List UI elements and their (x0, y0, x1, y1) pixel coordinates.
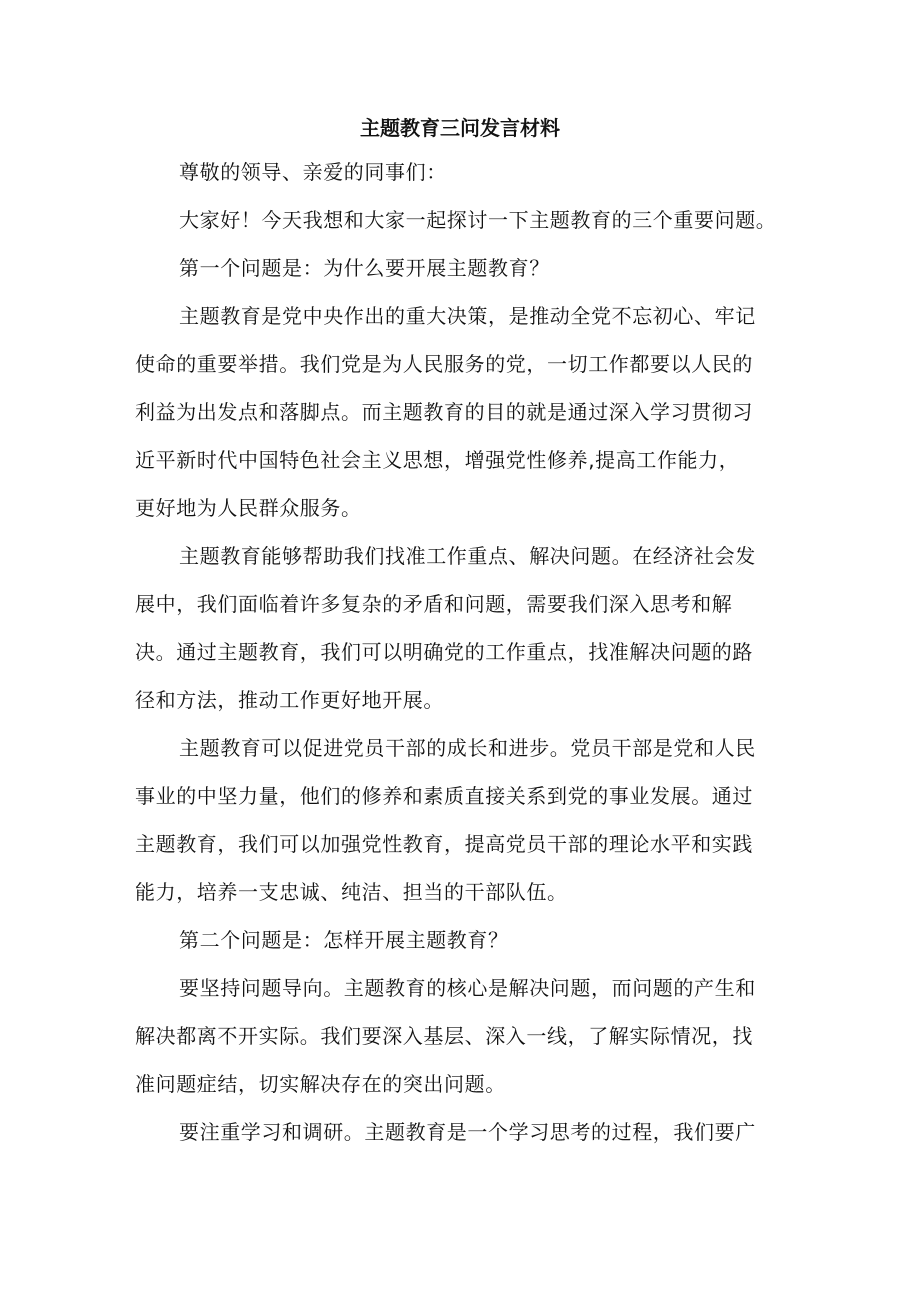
salutation: 尊敬的领导、亲爱的同事们： (179, 160, 447, 184)
paragraph-line: 主题教育能够帮助我们找准工作重点、解决问题。在经济社会发 (179, 544, 756, 568)
question-one-heading: 第一个问题是：为什么要开展主题教育？ (179, 256, 550, 280)
paragraph-line: 主题教育可以促进党员干部的成长和进步。党员干部是党和人民 (179, 736, 756, 760)
paragraph-line: 径和方法，推动工作更好地开展。 (135, 688, 444, 712)
document-title: 主题教育三问发言材料 (360, 116, 560, 140)
paragraph-line: 决。通过主题教育，我们可以明确党的工作重点，找准解决问题的路 (135, 640, 753, 664)
paragraph-line: 利益为出发点和落脚点。而主题教育的目的就是通过深入学习贯彻习 (135, 400, 753, 424)
paragraph-line: 近平新时代中国特色社会主义思想，增强党性修养,提高工作能力， (135, 448, 740, 472)
greeting-paragraph: 大家好！今天我想和大家一起探讨一下主题教育的三个重要问题。 (179, 208, 777, 232)
paragraph-line: 要注重学习和调研。主题教育是一个学习思考的过程，我们要广 (179, 1120, 756, 1144)
paragraph-line: 更好地为人民群众服务。 (135, 496, 362, 520)
paragraph-line: 能力，培养一支忠诚、纯洁、担当的干部队伍。 (135, 880, 568, 904)
paragraph-line: 展中，我们面临着许多复杂的矛盾和问题，需要我们深入思考和解 (135, 592, 733, 616)
paragraph-line: 事业的中坚力量，他们的修养和素质直接关系到党的事业发展。通过 (135, 784, 753, 808)
paragraph-line: 要坚持问题导向。主题教育的核心是解决问题，而问题的产生和 (179, 976, 756, 1000)
paragraph-line: 使命的重要举措。我们党是为人民服务的党，一切工作都要以人民的 (135, 352, 753, 376)
paragraph-line: 准问题症结，切实解决存在的突出问题。 (135, 1072, 506, 1096)
paragraph-line: 解决都离不开实际。我们要深入基层、深入一线，了解实际情况，找 (135, 1024, 753, 1048)
question-two-heading: 第二个问题是：怎样开展主题教育？ (179, 928, 509, 952)
paragraph-line: 主题教育，我们可以加强党性教育，提高党员干部的理论水平和实践 (135, 832, 753, 856)
paragraph-line: 主题教育是党中央作出的重大决策，是推动全党不忘初心、牢记 (179, 304, 756, 328)
